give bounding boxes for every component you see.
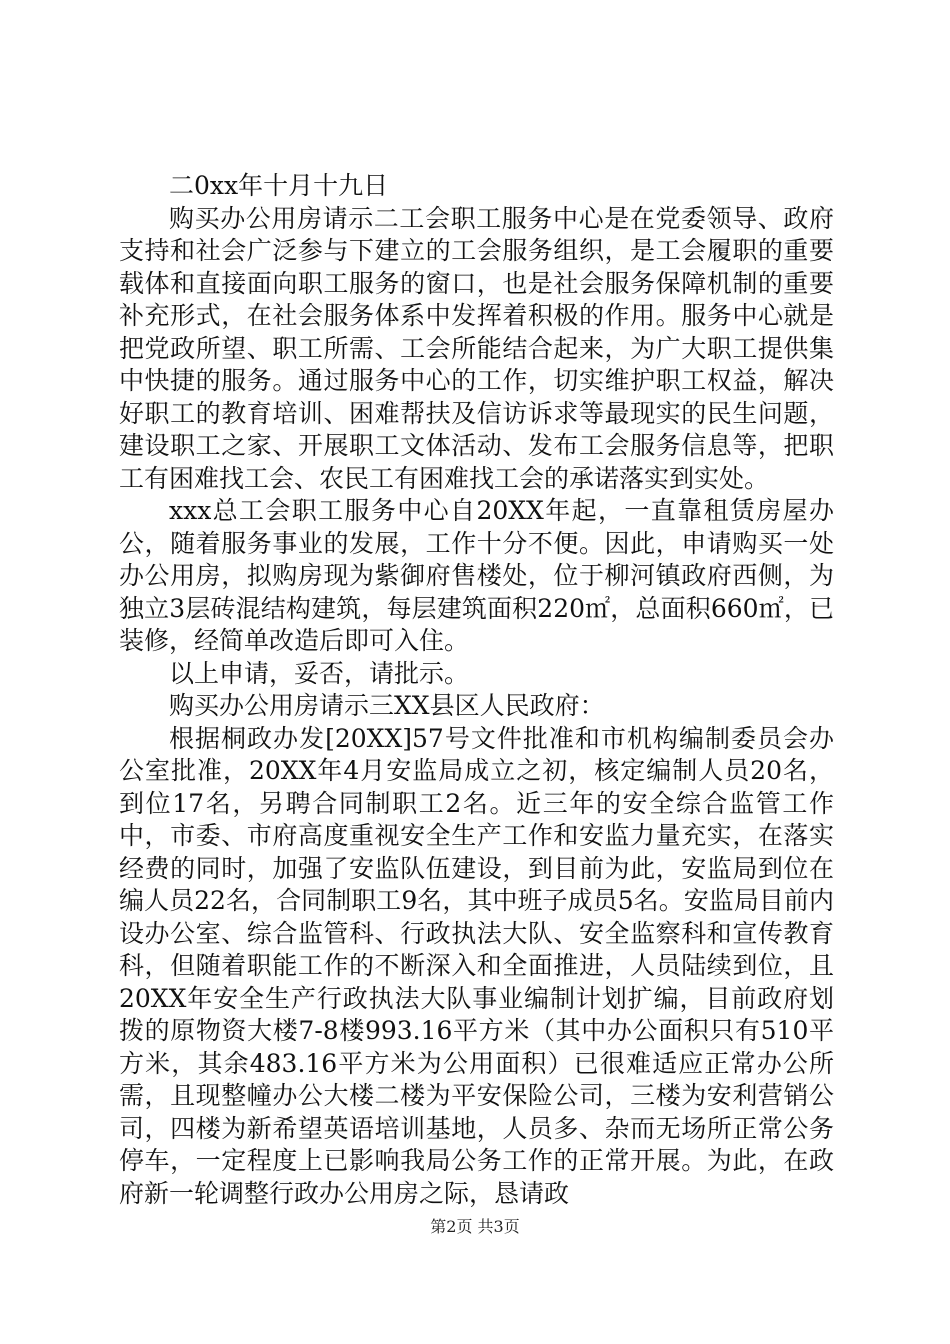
paragraph-approval-request: 以上申请，妥否，请批示。 [169,658,470,688]
date-line: 二0xx年十月十九日 [169,171,389,200]
page-number-footer: 第2页 共3页 [430,1217,520,1236]
paragraph-safety-bureau: 根据桐政办发[20XX]57号文件批准和市机构编制委员会办公室批准，20XX年4月安监局成立之初，核定编制人员20名，到位17名，另聘合同制职工2名。近三年的安全综合监管工作中，市委、市府高度重视安全生产工作和安监力量充实，在落实经费的同时，加强了安监队伍建设，到目前为此，安监局到位在编人员22名，合同制职工9名，其中班子成员5名。安监局目前内设办公室、综合监管科、行政执法大队、安全监察科和宣传教育科，但随着职能工作的不断深入和全面推进，人员陆续到位，且20XX年安全生产行政执法大队事业编制计划扩编，目前政府划拨的原物资大楼7-8楼993.16平方米（其中办公面积只有510平方米，其余483.16平方米为公用面积）已很难适应正常办公所需，且现整幢办公大楼二楼为平安保险公司，三楼为安利营销公司，四楼为新希望英语培训基地，人员多、杂而无场所正常公务停车，一定程度上已影响我局公务工作的正常开展。为此，在政府新一轮调整行政办公用房之际，恳请政 [119,723,834,1208]
document-body [119,170,834,1210]
paragraph-addressee: 购买办公用房请示三XX县区人民政府： [169,691,605,720]
paragraph-service-center: 购买办公用房请示二工会职工服务中心是在党委领导、政府支持和社会广泛参与下建立的工会服务组织，是工会履职的重要载体和直接面向职工服务的窗口，也是社会服务保障机制的重要补充形式，在社会服务体系中发挥着积极的作用。服务中心就是把党政所望、职工所需、工会所能结合起来，为广大职工提供集中快捷的服务。通过服务中心的工作，切实维护职工权益，解决好职工的教育培训、困难帮扶及信访诉求等最现实的民生问题，建设职工之家、开展职工文体活动、发布工会服务信息等，把职工有困难找工会、农民工有困难找工会的承诺落实到实处。 [119,203,834,493]
paragraph-purchase-request: xxx总工会职工服务中心自20XX年起，一直靠租赁房屋办公，随着服务事业的发展，工作十分不便。因此，申请购买一处办公用房，拟购房现为紫御府售楼处，位于柳河镇政府西侧，为独立3层砖混结构建筑，每层建筑面积220㎡，总面积660㎡，已装修，经简单改造后即可入住。 [119,496,834,655]
